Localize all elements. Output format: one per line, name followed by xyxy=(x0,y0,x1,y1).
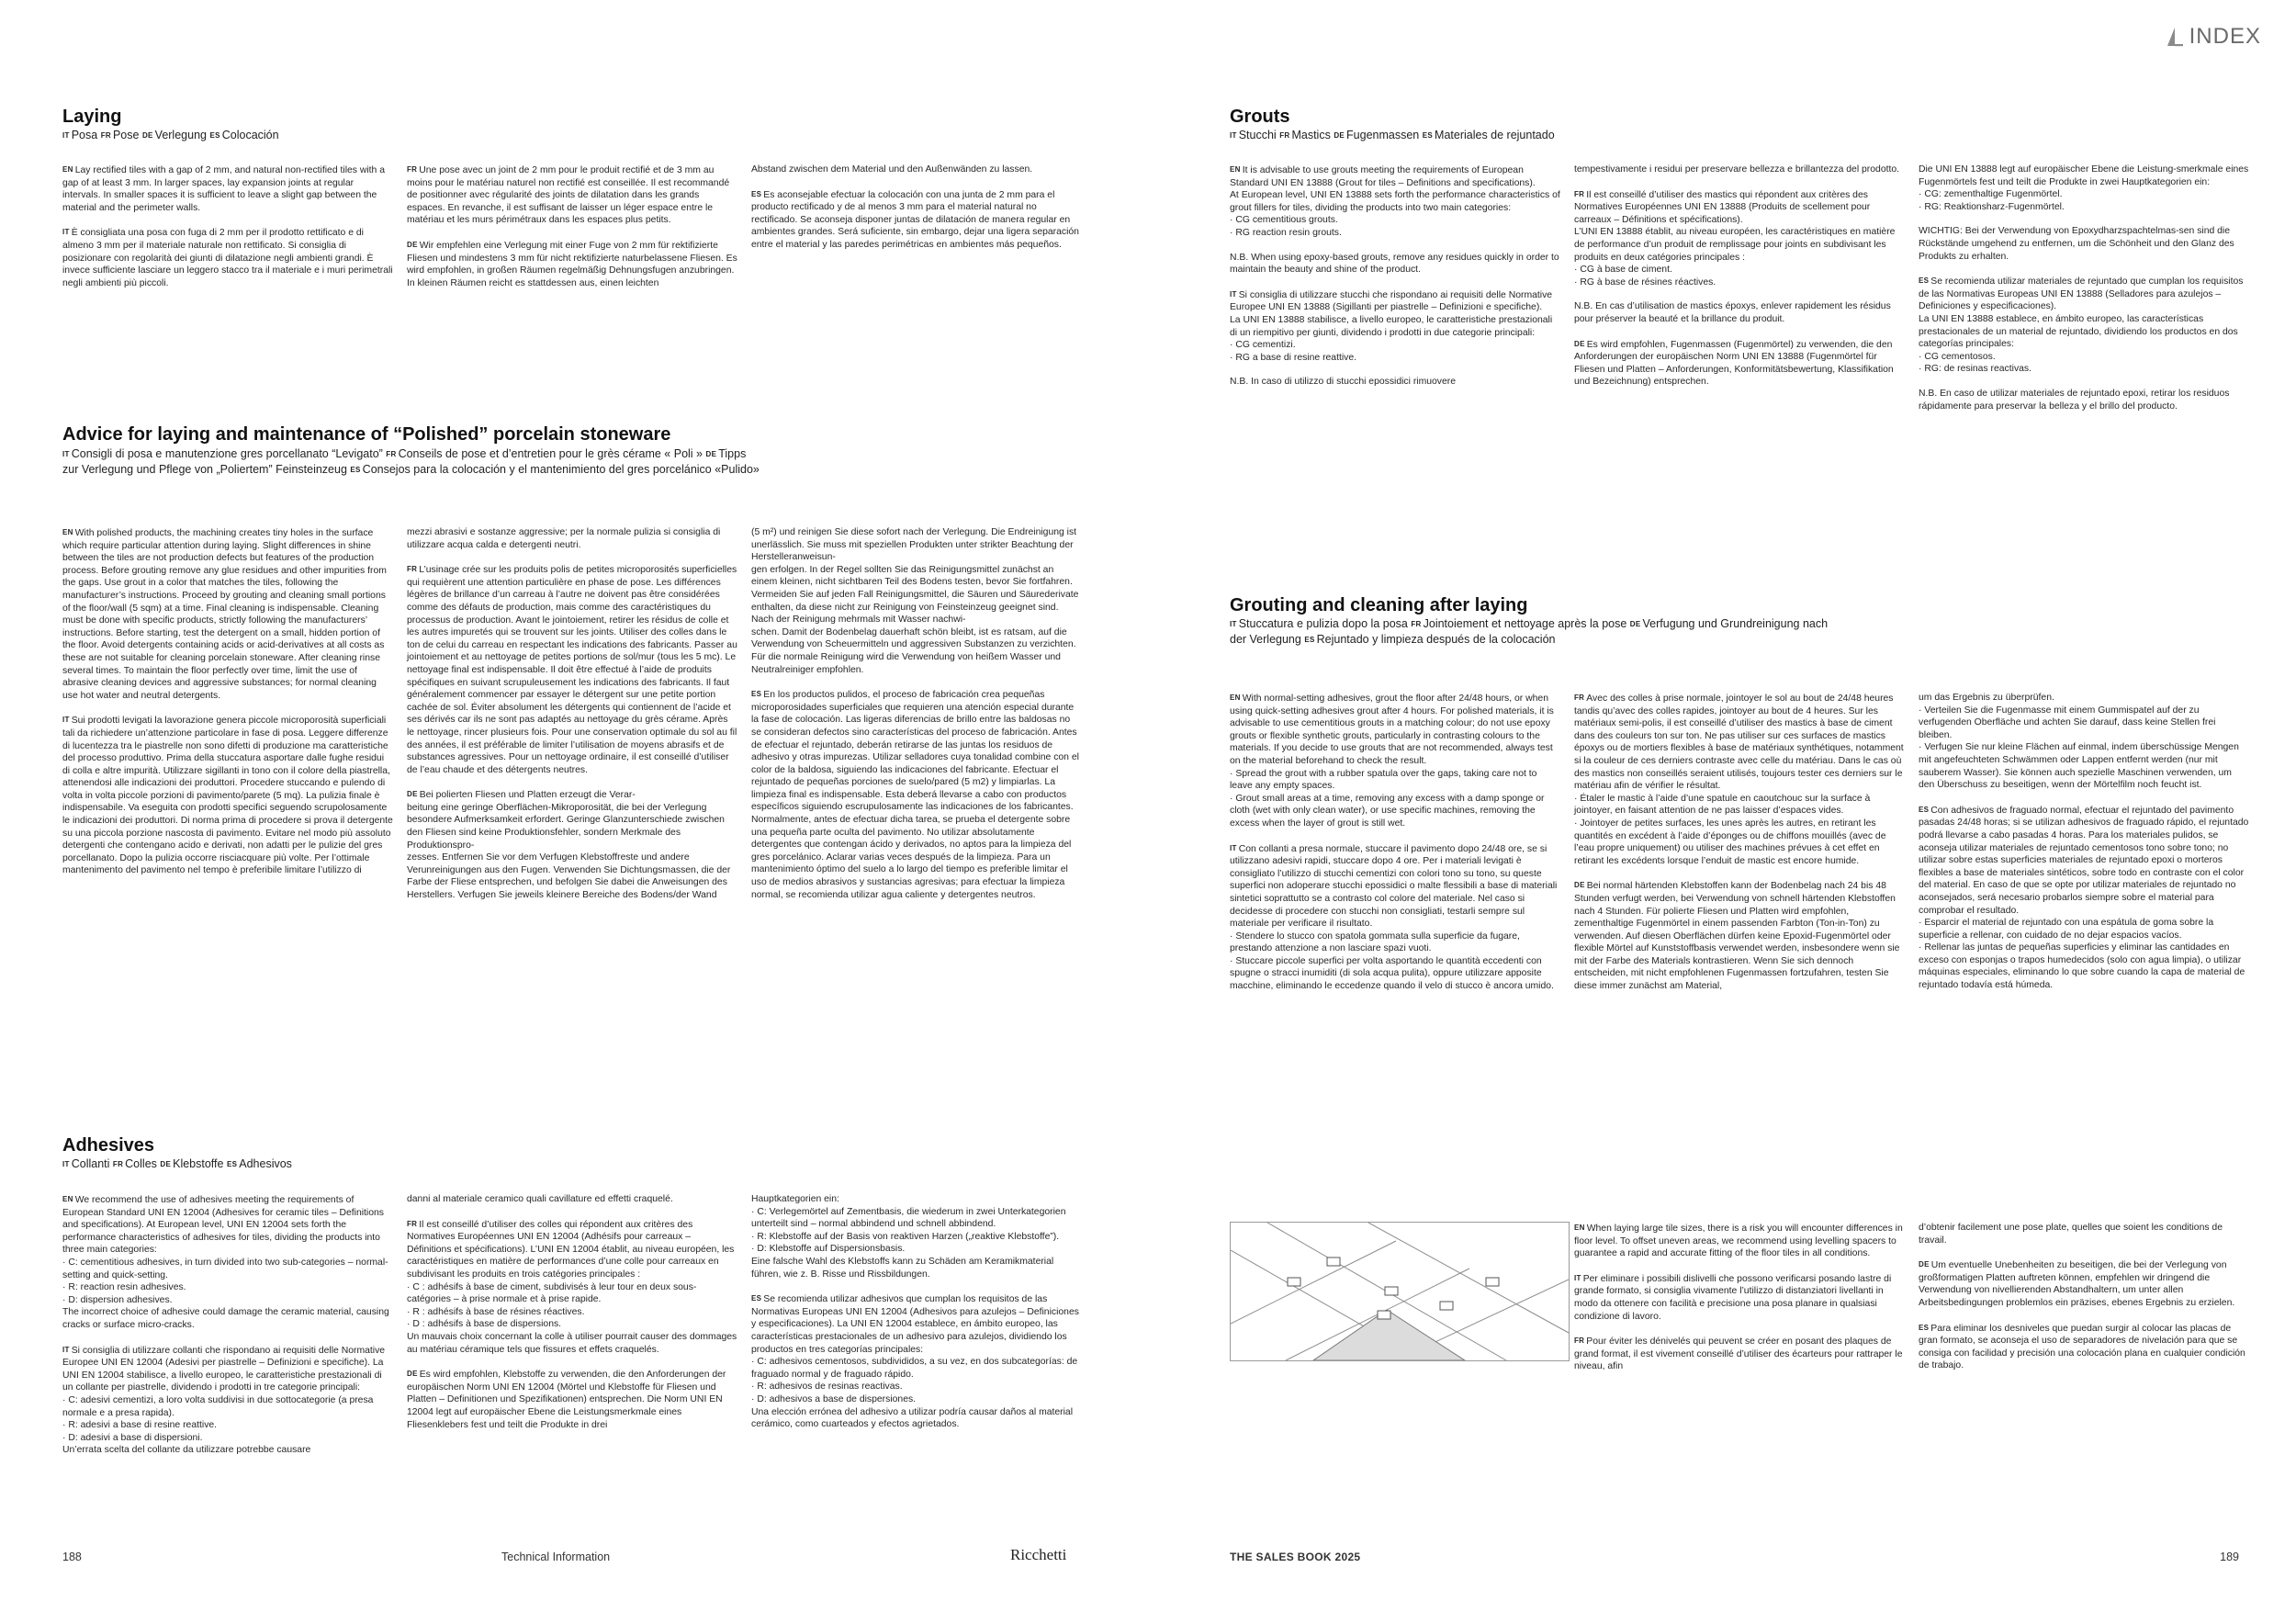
grouts-title: Grouts xyxy=(1230,107,1290,127)
subtitle-text: Colocación xyxy=(221,129,279,141)
language-code: ES xyxy=(1919,1323,1930,1332)
paragraph xyxy=(407,563,737,776)
laying-title: Laying xyxy=(62,107,122,127)
paragraph xyxy=(1919,225,2249,263)
language-code: IT xyxy=(1574,1273,1581,1282)
language-code: DE xyxy=(1334,131,1345,140)
paragraph-text: um das Ergebnis zu überprüfen. · Verteilen Sie die Fugenmasse mit einem Gummispatel auf der zu verfugenden Oberfläche und achten Sie darauf, dass keine Stellen frei bleiben. · Verfugen Sie nur kleine Flächen auf einmal, indem überschüssige Mengen mit angefeuchteten Schwämmen oder Lappen entfernt werden (nur mit sauberem Wasser). Sie können auch spezielle Maschinen verwenden, um den Überschuss zu beseitigen, wenn der Mörtelfilm noch feucht ist. xyxy=(1919,693,2239,791)
paragraph xyxy=(1230,376,1560,389)
paragraph-text: Sui prodotti levigati la lavorazione genera piccole microporosità superficiali tali da richiedere un’attenzione particolare in fase di posa. Leggere differenze di lucentezza tra le piastrelle non sono difetti di produzione ma caratteristiche del processo produttivo. Prima della stuccatura asportare dalle fughe residui di colla e altre impurità. Utilizzare sigillanti in tono con il colore della piastrella, attenendosi alle indicazioni dei produttori. Procedere stuccando e pulendo di volta in volta piccole porzioni di pavimento/parete (5 mq). La pulizia finale è indispensabile. Va eseguita con prodotti specifici seguendo scrupolosamente le indicazioni dei produttori. Di norma prima di procedere si prova il detergente su una piccola porzione nascosta di pavimento. Evitare nel modo più assoluto detergenti che contengano acido e derivati, non adatti per le pulizie del gres porcellanato. Dopo la pulizia occorre risciacquare più volte. Per l’ottimale mantenimento del pavimento nel tempo è preferibile limitare l’utilizzo di xyxy=(62,716,393,876)
paragraph-text: Lay rectified tiles with a gap of 2 mm, and natural non-rectified tiles with a gap of at least 3 mm. In larger spaces, lay expansion joints at regular intervals. In smaller spaces it is sufficient to leave a slight gap between the material and the perimeter walls. xyxy=(62,165,386,213)
grouts-col-2 xyxy=(1574,164,1905,400)
paragraph-text: It is advisable to use grouts meeting the requirements of European Standard UNI EN 13888 (Grout for tiles – Definitions and specifications). At European level, UNI EN 13888 sets forth the performance characteristics of grout fillers for tiles, dividing the products into two main categories: · CG cementitious grouts. · RG reaction resin grouts. xyxy=(1230,165,1560,238)
language-code: EN xyxy=(62,528,73,536)
grouts-subtitle xyxy=(1230,128,2240,143)
index-triangle-icon xyxy=(2166,27,2184,47)
paragraph xyxy=(1574,1335,1905,1373)
grouting-col-2 xyxy=(1574,692,1905,1005)
paragraph-text: N.B. In caso di utilizzo di stucchi epossidici rimuovere xyxy=(1230,377,1457,388)
language-code: DE xyxy=(1574,339,1585,348)
paragraph-text: N.B. En cas d’utilisation de mastics époxys, enlever rapidement les résidus pour préserver la beauté et la brillance du produit. xyxy=(1574,301,1891,324)
paragraph-text: Si consiglia di utilizzare collanti che rispondano ai requisiti delle Normative Europee UNI EN 12004 (Adesivi per piastrelle – Definizioni e specifiche). La UNI EN 12004 stabilisce, a livello europeo, le caratteristiche prestazionali di un collante per piastrelle, dividendo i prodotti in tre categorie principali: · C: adesivi cementizi, a loro volta suddivisi in due sottocategorie (a presa normale e a presa rapida). · R: adesivi a base di resine reattive. · D: adesivi a base di dispersioni. Un’errata scelta del collante da utilizzare potrebbe causare xyxy=(62,1345,386,1456)
paragraph xyxy=(1919,1222,2249,1246)
language-code: IT xyxy=(62,1345,70,1354)
grouting-col-3 xyxy=(1919,692,2249,1004)
paragraph xyxy=(1230,288,1560,365)
language-code: DE xyxy=(1574,881,1585,890)
language-code: ES xyxy=(1919,805,1930,814)
paragraph-text: L’usinage crée sur les produits polis de petites microporosités superficielles qui requièrent une attention particulière en phase de pose. Les différences légères de brillance d’un carreau à l’autre ne doivent pas être considérées comme des défauts de production, mais comme des caractéristiques du processus de production. Avant le jointoiement, retirer les résidus de colle et les autres impuretés qui se trouvent sur les joints. Utiliser des colles dans le ton de celui du carreau en respectant les indications des fabricants. Passer au jointoiement et au nettoyage de petites portions de sol/mur (tous les 5 mc). Le nettoyage final est indispensable. Il doit être effectué à l’aide de produits spécifiques en suivant scrupuleusement les indications des fabricants. Il faut généralement commencer par essayer le détergent sur une petite portion cachée de sol. Éviter absolument les détergents qui contiennent de l’acide et ses dérivés car ils ne sont pas adaptés au nettoyage du grès cérame. Après le nettoyage, rincer plusieurs fois. Pour une conservation optimale du sol au fil des années, il est préférable de limiter l’utilisation de moyens abrasifs et de substances agressives. Pour un nettoyage ordinaire, il est conseillé d’utiliser de l’eau chaude et des détergents neutres. xyxy=(407,565,737,775)
leveling-spacers-illustration xyxy=(1230,1222,1570,1361)
paragraph xyxy=(1919,388,2249,412)
language-code: IT xyxy=(62,228,70,237)
paragraph xyxy=(751,1193,1082,1280)
language-code: IT xyxy=(62,131,70,140)
paragraph-text: Con adhesivos de fraguado normal, efectuar el rejuntado del pavimento pasadas 24/48 horas; si se utilizan adhesivos de fraguado rápido, el rejuntado podrá llevarse a cabo pasadas 4 horas. Para los materiales pulidos, se aconseja utilizar materiales de rejuntado cementosos tono sobre tono; no utilizar sobre estas superficies materiales de rejuntado epoxi o morteros flexibles a base de materiales sintéticos, sobre todo en contraste con el color del material. En caso de que se opte por utilizar materiales de rejuntado no aconsejados, será necesario probarlos siempre sobre el material para comprobar el resultado. · Esparcir el material de rejuntado con una espátula de goma sobre la superficie a rellenar, con cuidado de no dejar espacios vacíos. · Rellenar las juntas de pequeñas superficies y eliminar las cantidades en exceso con esponjas o trapos humedecidos (solo con agua limpia), o utilizar máquinas especiales, eliminando lo que sobre cuando la capa de material de rejuntado todavía está húmeda. xyxy=(1919,805,2249,991)
laying-col-1 xyxy=(62,164,393,301)
language-code: IT xyxy=(1230,131,1237,140)
paragraph xyxy=(407,1193,737,1206)
subtitle-entry xyxy=(1279,129,1331,141)
language-code: DE xyxy=(407,240,418,249)
paragraph-text: Wir empfehlen eine Verlegung mit einer Fuge von 2 mm für rektifizierte Fliesen und mindestens 3 mm für nicht rektifizierte naturbelassene Fliesen. Es wird empfohlen, in großen Räumen regelmäßig Dehnungsfugen anzubringen. In kleinen Räumen reicht es stattdessen aus, einen leichten xyxy=(407,240,737,288)
subtitle-text: Verlegung xyxy=(154,129,207,141)
subtitle-text: Stuccatura e pulizia dopo la posa xyxy=(1238,617,1408,630)
language-code: DE xyxy=(1629,620,1641,628)
subtitle-text: Tipps zur Verlegung und Pflege von „Poliertem” Feinsteinzeug xyxy=(62,447,747,476)
language-code: FR xyxy=(407,165,418,174)
paragraph-text: Con collanti a presa normale, stuccare il pavimento dopo 24/48 ore, se si utilizzano adesivi rapidi, stuccare dopo 4 ore. Per i materiali levigati è consigliato l’utilizzo di stucchi cementizi con colori tono su tono, su queste superfici non adoperare stucchi epossidici o malte flessibili a base di materiali sintetici soprattutto se a contrasto col colore del materiale. Nel caso si decidesse di procedere con stucchi non consigliati, testarli sempre sul materiale per verificare il risultato. · Stendere lo stucco con spatola gommata sulla superficie da fugare, prestando attenzione a non lasciare spazi vuoti. · Stuccare piccole superfici per volta asportando le quantità eccedenti con spugne o stracci inumiditi (di sola acqua pulita), oppure utilizzare apposite macchine, eliminando le eccedenze quando il velo di stucco è ancora umido. xyxy=(1230,843,1558,992)
index-link[interactable] xyxy=(2166,24,2261,50)
language-code: ES xyxy=(209,131,220,140)
subtitle-entry xyxy=(113,1157,157,1170)
language-code: DE xyxy=(141,131,153,140)
footer-section-label: Technical Information xyxy=(501,1551,611,1563)
language-code: EN xyxy=(62,1195,73,1203)
paragraph-text: WICHTIG: Bei der Verwendung von Epoxydharzspachtelmas-sen sind die Rückstände umgehend zu entfernen, um die Schönheit und den Glanz des Produkts zu erhalten. xyxy=(1919,226,2234,262)
language-code: EN xyxy=(1230,694,1241,702)
paragraph-text: d’obtenir facilement une pose plate, quelles que soient les conditions de travail. xyxy=(1919,1223,2223,1246)
language-code: ES xyxy=(751,1294,762,1303)
language-code: EN xyxy=(62,165,73,174)
polished-title: Advice for laying and maintenance of “Polished” porcelain stoneware xyxy=(62,424,671,445)
paragraph xyxy=(407,788,737,901)
paragraph xyxy=(1230,164,1560,240)
language-code: EN xyxy=(1230,165,1241,174)
index-label: INDEX xyxy=(2189,24,2261,49)
paragraph xyxy=(1919,804,2249,992)
subtitle-entry xyxy=(227,1157,292,1170)
book-title: THE SALES BOOK 2025 xyxy=(1230,1551,1361,1563)
subtitle-entry xyxy=(1304,633,1555,646)
subtitle-entry xyxy=(62,1157,109,1170)
subtitle-entry xyxy=(1334,129,1419,141)
language-code: FR xyxy=(1574,1336,1585,1346)
language-code: FR xyxy=(1574,189,1585,198)
paragraph-text: (5 m²) und reinigen Sie diese sofort nach der Verlegung. Die Endreinigung ist unerlässlich. Sie muss mit speziellen Produkten unter strikter Beachtung der Herstelleranweisun- gen erfolgen. In der Regel sollten Sie das Reinigungsmittel zunächst an einem kleinen, nicht sichtbaren Teil des Bodens testen, bevor Sie fortfahren. Vermeiden Sie auf jeden Fall Reinigungsmittel, die Säuren und Säurederivate enthalten, da diese nicht zur Reinigung von Feinsteinzeug geeignet sind. Nach der Reinigung mehrmals mit Wasser nachwi- schen. Damit der Bodenbelag dauerhaft schön bleibt, ist es ratsam, auf die Verwendung von Scheuermitteln und aggressiven Substanzen zu verzichten. Für die normale Reinigung wird die Verwendung von heißem Wasser und Neutralreiniger empfohlen. xyxy=(751,527,1079,675)
right-page-number: 189 xyxy=(2220,1551,2239,1563)
polished-subtitle xyxy=(62,446,760,478)
subtitle-entry xyxy=(1230,617,1408,630)
paragraph-text: danni al materiale ceramico quali cavillature ed effetti craquelé. xyxy=(407,1194,673,1204)
leveling-spacer-icon xyxy=(1231,1223,1569,1360)
language-code: FR xyxy=(407,1219,418,1228)
paragraph-text: Abstand zwischen dem Material und den Außenwänden zu lassen. xyxy=(751,164,1033,175)
subtitle-entry xyxy=(1423,129,1555,141)
grouting-col-1 xyxy=(1230,692,1560,1005)
laying-subtitle xyxy=(62,128,1073,143)
paragraph-text: Bei polierten Fliesen und Platten erzeugt die Verar- beitung eine geringe Oberflächen-Mikroporosität, die bei der Verlegung besondere Aufmerksamkeit erfordert. Geringe Glanzunterschiede zwischen den Fliesen sind keine Produktionsfehler, sondern Merkmale des Produktionspro- zesses. Entfernen Sie vor dem Verfugen Klebstoffreste und andere Verunreinigungen aus den Fugen. Verwenden Sie Dichtungsmassen, die der Farbe der Fliese entsprechen, und befolgen Sie dabei die Anweisungen des Herstellers. Verfugen Sie jeweils kleinere Bereiche des Bodens/der Wand xyxy=(407,790,731,901)
adhesives-col-2 xyxy=(407,1193,737,1443)
paragraph xyxy=(1574,1272,1905,1323)
paragraph xyxy=(62,1193,393,1332)
language-code: ES xyxy=(751,189,762,198)
language-code: FR xyxy=(112,1160,124,1168)
paragraph-text: With normal-setting adhesives, grout the floor after 24/48 hours, or when using quick-setting adhesives grout after 4 hours. For polished materials, it is advisable to use cementitious grouts in a matching colour; do not use epoxy grouts or flexible synthetic grouts, particularly in contrasting colours to the materials. If you decide to use grouts that are not recommended, always test on the material beforehand to check the result. · Spread the grout with a rubber spatula over the gaps, taking care not to leave any empty spaces. · Grout small areas at a time, removing any excess with a damp sponge or cloth (wet with only clean water), or use specific machines, removing the excess when the layer of grout is still wet. xyxy=(1230,694,1554,829)
polished-col-2 xyxy=(407,526,737,914)
subtitle-entry xyxy=(1230,129,1277,141)
subtitle-text: Colles xyxy=(125,1157,157,1170)
adhesives-col-3 xyxy=(751,1193,1082,1443)
brand-logo: Ricchetti xyxy=(1010,1546,1067,1563)
language-code: ES xyxy=(1919,276,1930,286)
paragraph xyxy=(751,688,1082,901)
paragraph xyxy=(751,1292,1082,1431)
paragraph xyxy=(1230,692,1560,830)
language-code: FR xyxy=(407,565,418,574)
language-code: ES xyxy=(1422,131,1434,140)
language-code: DE xyxy=(1919,1260,1930,1269)
paragraph-text: Es aconsejable efectuar la colocación con una junta de 2 mm para el producto rectificado y de al menos 3 mm para el material natural no rectificado. Se aconseja disponer juntas de dilatación de manera regular en ambientes grandes. Será suficiente, sin embargo, dejar una ligera separación entre el material y las paredes perimétricas en ambientes más pequeños. xyxy=(751,189,1079,250)
subtitle-text: Jointoiement et nettoyage après la pose xyxy=(1423,617,1627,630)
paragraph xyxy=(1574,692,1905,867)
subtitle-text: Adhesivos xyxy=(239,1157,292,1170)
subtitle-text: Materiales de rejuntado xyxy=(1435,129,1555,141)
paragraph-text: Pour éviter les dénivelés qui peuvent se créer en posant des plaques de grand format, il est vivement conseillé d’utiliser des écarteurs pour rattraper le niveau, afin xyxy=(1574,1336,1903,1372)
language-code: DE xyxy=(705,450,717,458)
paragraph xyxy=(407,526,737,551)
paragraph-text: Hauptkategorien ein: · C: Verlegemörtel auf Zementbasis, die wiederum in zwei Unterkategorien unterteilt sind – normal abbindend und schnell abbindend. · R: Klebstoffe auf der Basis von reaktiven Harzen („reaktive Klebstoffe”). · D: Klebstoffe auf Dispersionsbasis. Eine falsche Wahl des Klebstoffs kann zu Schäden am Keramikmaterial führen, wie z. B. Risse und Rissbildungen. xyxy=(751,1194,1066,1280)
language-code: ES xyxy=(751,690,762,699)
paragraph-text: Bei normal härtenden Klebstoffen kann der Bodenbelag nach 24 bis 48 Stunden verfugt werden, bei Verwendung von schnell härtenden Klebstoffen nach 4 Stunden. Für polierte Fliesen und Platten wird empfohlen, zementhaltige Fugenmörtel in einem passenden Farbton (Ton-in-Ton) zu verwenden. Auf diesen Oberflächen dürfen keine Epoxid-Fugenmörtel oder flexible Mörtel auf Kunststoffbasis verwendet werden, insbesondere wenn sie mit der Farbe des Materials kontrastieren. Wenn Sie sich dennoch entscheiden, mit nicht empfohlenen Fugenmassen fortzufahren, testen Sie diese immer zunächst am Material, xyxy=(1574,881,1900,992)
paragraph xyxy=(1919,164,2249,213)
subtitle-entry xyxy=(209,129,278,141)
laying-col-2 xyxy=(407,164,737,301)
paragraph-text: Si consiglia di utilizzare stucchi che rispondano ai requisiti delle Normative Europee UNI EN 13888 (Sigillanti per piastrelle – Definizioni e specifiche). La UNI EN 13888 stabilisce, a livello europeo, le caratteristiche prestazionali di un riempitivo per giunti, dividendo i prodotti in due categorie principali: · CG cementizi. · RG a base di resine reattive. xyxy=(1230,289,1553,363)
language-code: DE xyxy=(160,1160,172,1168)
subtitle-entry xyxy=(386,447,703,460)
paragraph-text: Die UNI EN 13888 legt auf europäischer Ebene die Leistung-smerkmale eines Fugenmörtels fest und teilt die Produkte in zwei Hauptkategorien ein: · CG: zementhaltige Fugenmörtel. · RG: Reaktionsharz-Fugenmörtel. xyxy=(1919,164,2249,212)
paragraph xyxy=(1574,300,1905,325)
polished-col-1 xyxy=(62,526,393,889)
subtitle-entry xyxy=(62,129,97,141)
paragraph xyxy=(62,164,393,214)
language-code: DE xyxy=(407,790,418,799)
paragraph xyxy=(751,164,1082,176)
paragraph xyxy=(1230,252,1560,276)
subtitle-text: Posa xyxy=(71,129,98,141)
subtitle-text: Collanti xyxy=(71,1157,110,1170)
paragraph xyxy=(1919,1258,2249,1309)
paragraph-text: Il est conseillé d’utiliser des mastics qui répondent aux critères des Normatives Européennes UNI EN 13888 (Produits de scellement pour carreaux – Définitions et spécifications). L’UNI EN 13888 établit, au niveau européen, les caractéristiques en matière de performance d’un produit de remplissage pour joints en subdivisant les produits en deux catégories principales : · CG à base de ciment. · RG à base de résines réactives. xyxy=(1574,189,1896,288)
paragraph-text: Avec des colles à prise normale, jointoyer le sol au bout de 24/48 heures tandis qu’avec des colles rapides, jointoyer au bout de 4 heures. Sur les matériaux semi-polis, il est conseillé d’utiliser des mastics à base de ciment dans des couleurs ton sur ton. Ne pas utiliser sur ces surfaces de mastics époxys ou de mortiers flexibles à base de matériaux synthétiques, notamment si la couleur de ces derniers contraste avec celle du matériau. Dans le cas où des mastics non conseillés seraient utilisés, toujours tester ces derniers sur le matériau afin de vérifier le résultat. · Étaler le mastic à l’aide d’une spatule en caoutchouc sur la surface à jointoyer, en faisant attention de ne pas laisser d’espaces vides. · Jointoyer de petites surfaces, les unes après les autres, en retirant les quantités en excédent à l’aide d’éponges ou de chiffons mouillés (avec de l’eau propre uniquement) ou utiliser des machines prévues à cet effet en retirant les excédents lorsque l’enduit de mastic est encore humide. xyxy=(1574,694,1904,866)
leveling-col-3 xyxy=(1919,1222,2249,1384)
paragraph-text: Se recomienda utilizar adhesivos que cumplan los requisitos de las Normativas Europeas UNI EN 12004 (Adhesivos para azulejos – Definiciones y especificaciones). La UNI EN 12004 establece, en ámbito europeo, las características prestacionales de un adhesivo para azulejos, dividiendo los productos en tres categorías principales: · C: adhesivos cementosos, subdivididos, a su vez, en dos subcategorías: de fraguado normal y de fraguado rápido. · R: adhesivos de resinas reactivas. · D: adhesivos a base de dispersiones. Una elección errónea del adhesivo a utilizar podría causar daños al material cerámico, como cuarteados y efectos agrietados. xyxy=(751,1294,1079,1430)
paragraph-text: En los productos pulidos, el proceso de fabricación crea pequeñas microporosidades superficiales que requieren una atención especial durante la fase de colocación. Las ligeras diferencias de brillo entre las baldosas no se consideran defectos sino características del proceso de fabricación. Antes de efectuar el rejuntado, deberán retirarse de las juntas los residuos de adhesivo y otras impurezas. Utilizar selladores cuya tonalidad combine con el color de la baldosa, siguiendo las indicaciones del fabricante. Efectuar el rejuntado de pequeñas porciones de suelo/pared (5 m2) y limpiarlas. La limpieza final es indispensable. Esta deberá llevarse a cabo con productos específicos siguiendo escrupulosamente las indicaciones de los fabricantes. Normalmente, antes de efectuar dicha tarea, se prueba el detergente sobre una pequeña parte oculta del pavimento. No utilizar absolutamente detergentes que contengan ácido y derivados, no aptos para la limpieza del gres porcelánico. Aclarar varias veces después de la limpieza. Para un mantenimiento óptimo del suelo a lo largo del tiempo es preferible limitar el uso de medios abrasivos y sustancias agresivas; para efectuar la limpieza normal, se recomienda utilizar agua caliente y detergentes neutros. xyxy=(751,690,1079,900)
subtitle-text: Consigli di posa e manutenzione gres porcellanato “Levigato” xyxy=(71,447,383,460)
paragraph xyxy=(407,1368,737,1431)
subtitle-text: Verfugung und Grundreinigung nach der Verlegung xyxy=(1230,617,1829,646)
subtitle-entry xyxy=(142,129,207,141)
grouts-col-3 xyxy=(1919,164,2249,424)
subtitle-text: Fugenmassen xyxy=(1346,129,1420,141)
grouts-col-1 xyxy=(1230,164,1560,400)
paragraph xyxy=(62,1344,393,1457)
paragraph-text: When laying large tile sizes, there is a risk you will encounter differences in floor level. To offset uneven areas, we recommend using levelling spacers to guarantee a rapid and accurate fitting of the floor tiles in all conditions. xyxy=(1574,1224,1903,1259)
subtitle-text: Rejuntado y limpieza después de la colocación xyxy=(1316,633,1556,646)
left-page-number: 188 xyxy=(62,1551,82,1563)
language-code: IT xyxy=(1230,843,1237,852)
paragraph-text: N.B. En caso de utilizar materiales de rejuntado epoxi, retirar los residuos rápidamente para preservar la belleza y el brillo del producto. xyxy=(1919,388,2230,412)
paragraph-text: mezzi abrasivi e sostanze aggressive; per la normale pulizia si consiglia di utilizzare acqua calda e detergenti neutri. xyxy=(407,527,721,550)
paragraph-text: Per eliminare i possibili dislivelli che possono verificarsi posando lastre di grande formato, si consiglia vivamente l’utilizzo di distanziatori livellanti in modo da ottenere con facilità e precisione una posa planare in qualsiasi condizione di lavoro. xyxy=(1574,1273,1892,1322)
subtitle-text: Consejos para la colocación y el mantenimiento del gres porcelánico «Pulido» xyxy=(362,463,760,476)
paragraph xyxy=(1574,164,1905,176)
paragraph-text: Es wird empfohlen, Klebstoffe zu verwenden, die den Anforderungen der europäischen Norm UNI EN 12004 (Mörtel und Klebstoffe für Fliesen und Platten – Definitionen und Spezifikationen) entsprechen. Die Norm UNI EN 12004 legt auf europäischer Ebene die Leistungsmerkmale eines Fliesenklebers fest und teilt die Produkte in drei xyxy=(407,1370,726,1430)
paragraph xyxy=(1574,1222,1905,1260)
language-code: FR xyxy=(1411,620,1422,628)
adhesives-col-1 xyxy=(62,1193,393,1469)
language-code: ES xyxy=(350,466,361,474)
grouting-subtitle xyxy=(1230,616,1836,648)
laying-col-3 xyxy=(751,164,1082,264)
language-code: DE xyxy=(407,1370,418,1379)
paragraph xyxy=(751,188,1082,252)
paragraph-text: N.B. When using epoxy-based grouts, remove any residues quickly in order to maintain the beauty and shine of the product. xyxy=(1230,252,1559,276)
paragraph-text: Il est conseillé d’utiliser des colles qui répondent aux critères des Normatives Européennes UNI EN 12004 (Adhésifs pour carreaux – Définitions et spécifications). L’UNI EN 12004 établit, au niveau européen, les caractéristiques en matière de performances d’une colle pour carreaux en subdivisant les produits en trois catégories principales : · C : adhésifs à base de ciment, subdivisés à leur tour en deux sous-catégories – à prise normale et à prise rapide. · R : adhésifs à base de résines réactives. · D : adhésifs à base de dispersions. Un mauvais choix concernant la colle à utiliser pourrait causer des dommages au matériau céramique tels que fissures et effets craquelés. xyxy=(407,1219,737,1355)
language-code: IT xyxy=(62,1160,70,1168)
paragraph xyxy=(1919,275,2249,376)
paragraph-text: Une pose avec un joint de 2 mm pour le produit rectifié et de 3 mm au moins pour le matériau naturel non rectifié est conseillée. Il est recommandé de positionner avec régularité des joints de dilatation dans les grands espaces. En revanche, il est suffisant de laisser un léger espace entre le matériau et les murs périmétraux dans les espaces plus petits. xyxy=(407,165,730,226)
paragraph xyxy=(62,526,393,702)
grouting-title: Grouting and cleaning after laying xyxy=(1230,595,1528,615)
paragraph-text: tempestivamente i residui per preservare bellezza e brillantezza del prodotto. xyxy=(1574,164,1900,175)
paragraph xyxy=(407,1218,737,1357)
language-code: ES xyxy=(1304,636,1315,644)
language-code: FR xyxy=(1574,694,1585,702)
language-code: IT xyxy=(62,450,70,458)
subtitle-text: Mastics xyxy=(1291,129,1331,141)
paragraph-text: Se recomienda utilizar materiales de rejuntado que cumplan los requisitos de las Normativas Europeas UNI EN 13888 (Selladores para azulejos – Definiciones y especificaciones). La UNI EN 13888 establece, en ámbito europeo, las características prestacionales de un material de rejuntado, dividiendo los productos en dos categorías principales: · CG cementosos. · RG: de resinas reactivas. xyxy=(1919,276,2244,375)
paragraph xyxy=(62,714,393,877)
subtitle-entry xyxy=(101,129,140,141)
paragraph-text: Um eventuelle Unebenheiten zu beseitigen, die bei der Verlegung von großformatigen Platten auftreten können, empfehlen wir dringend die Verwendung von nivellierenden Abstandhaltern, um unter allen Arbeitsbedingungen problemlos ein präzises, ebenes Ergebnis zu erzielen. xyxy=(1919,1260,2235,1308)
language-code: IT xyxy=(1230,289,1237,299)
paragraph-text: Es wird empfohlen, Fugenmassen (Fugenmörtel) zu verwenden, die den Anforderungen der europäischen Norm UNI EN 13888 (Fugenmörtel für Fliesen und Platten – Anforderungen, Konformitätsbewertung, Klassifikation und Bezeichnung) entsprechen. xyxy=(1574,339,1894,388)
leveling-col-2 xyxy=(1574,1222,1905,1385)
paragraph xyxy=(1919,692,2249,792)
paragraph-text: È consigliata una posa con fuga di 2 mm per il prodotto rettificato e di almeno 3 mm per il materiale naturale non rettificato. Si consiglia di posizionare con regolarità dei giunti di dilatazione negli ambienti grandi. È invece sufficiente lasciare un leggero stacco tra il materiale e i muri perimetrali negli ambienti più piccoli. xyxy=(62,228,393,288)
subtitle-text: Conseils de pose et d’entretien pour le grès cérame « Poli » xyxy=(398,447,703,460)
language-code: EN xyxy=(1574,1224,1585,1232)
paragraph xyxy=(1919,1322,2249,1372)
paragraph xyxy=(62,226,393,289)
paragraph xyxy=(751,526,1082,676)
language-code: IT xyxy=(62,716,70,725)
language-code: FR xyxy=(386,450,397,458)
paragraph xyxy=(1574,879,1905,992)
paragraph xyxy=(407,164,737,227)
paragraph xyxy=(1230,842,1560,993)
adhesives-subtitle xyxy=(62,1156,760,1172)
subtitle-entry xyxy=(160,1157,223,1170)
paragraph-text: With polished products, the machining creates tiny holes in the surface which require particular attention during laying. Slight differences in shine between the tiles are not production defects but features of the production process. Before grouting remove any glue residues and other impurities from the gaps. Use grout in a color that matches the tiles, following the manufacturer’s instructions. Proceed by grouting and cleaning small portions of the floor/wall (5 sqm) at a time. Final cleaning is indispensable. Cleaning must be done with specific products, strictly following the manufacturers’ instructions. Before starting, test the detergent on a small, hidden portion of the floor. Avoid detergents containing acids or acid-derivatives at all costs as these are not suitable for cleaning porcelain stoneware. After cleaning rinse several times. To maintain the floor perfectly over time, limit the use of abrasive cleaning devices and aggressive substances; for normal cleaning use hot water and neutral detergents. xyxy=(62,528,387,701)
subtitle-entry xyxy=(1411,617,1626,630)
language-code: FR xyxy=(100,131,111,140)
language-code: ES xyxy=(226,1160,238,1168)
subtitle-text: Pose xyxy=(112,129,140,141)
paragraph xyxy=(1574,188,1905,289)
paragraph xyxy=(1574,338,1905,389)
polished-col-3 xyxy=(751,526,1082,913)
paragraph-text: We recommend the use of adhesives meeting the requirements of European Standard UNI EN 12004 (Adhesives for ceramic tiles – Definitions and specifications). At European level, UNI EN 12004 sets forth the performance characteristics of adhesives for tiles, dividing the products into three main categories: · C: cementitious adhesives, in turn divided into two sub-categories – normal-setting and quick-setting. · R: reaction resin adhesives. · D: dispersion adhesives. The incorrect choice of adhesive could damage the ceramic material, causing cracks or surface micro-cracks. xyxy=(62,1195,389,1330)
paragraph-text: Para eliminar los desniveles que puedan surgir al colocar las placas de gran formato, se aconseja el uso de separadores de nivelación para que se consiga con facilidad y precisión una colocación plana en cualquier condición de trabajo. xyxy=(1919,1323,2245,1371)
subtitle-text: Klebstoffe xyxy=(173,1157,224,1170)
subtitle-entry xyxy=(350,463,759,476)
subtitle-text: Stucchi xyxy=(1238,129,1277,141)
paragraph xyxy=(407,239,737,289)
language-code: IT xyxy=(1230,620,1237,628)
language-code: FR xyxy=(1279,131,1290,140)
adhesives-title: Adhesives xyxy=(62,1135,155,1156)
subtitle-entry xyxy=(62,447,383,460)
